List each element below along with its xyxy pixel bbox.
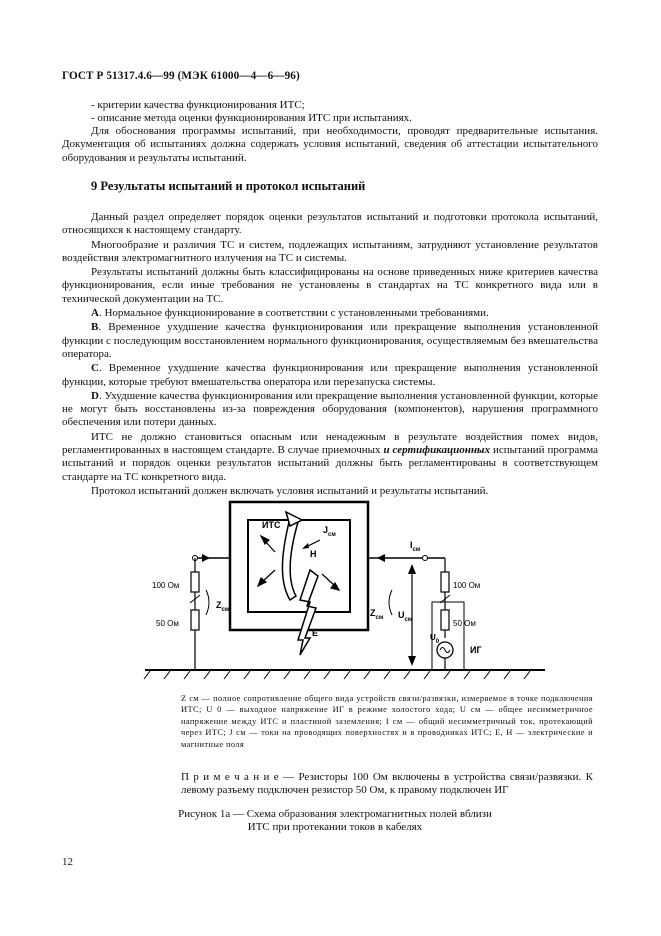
ground-hatching bbox=[144, 671, 530, 679]
ucm-label: $U_{см}$ bbox=[398, 610, 413, 623]
h-field-label: H bbox=[310, 549, 317, 559]
intro-block bbox=[91, 99, 598, 126]
intro-paragraph-block bbox=[62, 125, 598, 166]
left-50-ohm-resistor bbox=[191, 610, 199, 630]
icm-label: $I_{см}$ bbox=[410, 540, 421, 553]
note-label: П р и м е ч а н и е bbox=[181, 771, 279, 783]
left-100-ohm-resistor bbox=[191, 572, 199, 592]
section-p3: Результаты испытаний должны быть классифицированы на основе приведенных ниже критериев качества функционирования, если иные требования не установлены в стандартах на ТС конкретного вида или в технической документации на ТС. bbox=[62, 266, 598, 305]
figure-legend: Z см — полное сопротивление общего вида устройств связи/развязки, измеряемое в точке подключения ИТС; U 0 — выходное напряжение ИГ в режиме холостого хода; U см — общее несимметричное напряжение между ИТС и пластиной заземления; I см — общий несимметричный ток, протекающий через ИТС; J см — токи на проводящих поверхностях и в проводниках ИТС; Е, Н — электрические и магнитные поля bbox=[181, 694, 593, 749]
criterion-b-text: . Временное ухудшение качества функционирования или прекращение выполнения установленной функции с последующим восстановлением нормального функционирования, осуществляемым без вмешательства оператора. bbox=[62, 321, 598, 360]
jcm-label: $J_{см}$ bbox=[323, 525, 336, 538]
right-zcm-label: $Z_{см}$ bbox=[370, 608, 384, 621]
figure-caption-line-1: Рисунок 1а — Схема образования электромагнитных полей вблизи bbox=[178, 808, 492, 820]
criterion-a-text: . Нормальное функционирование в соответствии с установленными требованиями. bbox=[98, 307, 489, 320]
note-text: — Резисторы 100 Ом включены в устройства связи/развязки. К левому разъему подключен резистор 50 Ом, к правому подключен ИГ bbox=[181, 771, 593, 796]
criteria-item-1: - критерии качества функционирования ИТС; bbox=[91, 99, 305, 111]
section-p4-part1: ИТС не должно становиться опасным или ненадежным в результате воздействия помех видов, регламентированных в настоящем стандарте. В случае приемочных bbox=[62, 430, 598, 457]
figure-caption-line-2: ИТС при протекании токов в кабелях bbox=[247, 821, 423, 833]
section-p2: Многообразие и различия ТС и систем, подлежащих испытаниям, затрудняют установление результатов воздействия электромагнитного излучения на ТС и системы. bbox=[62, 238, 598, 264]
intro-paragraph: Для обоснования программы испытаний, при необходимости, проводят предварительные испытания. Документация об испытаниях должна содержать условия испытаний, сведения об аттестации испытательного оборудования и результаты испытаний. bbox=[62, 125, 598, 164]
criterion-d bbox=[62, 390, 598, 430]
criteria-item-2: - описание метода оценки функционирования ИТС при испытаниях. bbox=[91, 112, 412, 125]
page-number: 12 bbox=[62, 856, 73, 868]
criterion-b bbox=[62, 321, 598, 361]
section-p4 bbox=[62, 431, 598, 484]
left-zcm-label: $Z_{см}$ bbox=[216, 600, 230, 613]
u0-label: $U_0$ bbox=[430, 633, 440, 645]
criterion-b-letter: B bbox=[91, 321, 99, 334]
criterion-c-letter: C bbox=[91, 362, 99, 375]
criterion-c-text: . Временное ухудшение качества функционирования или прекращение выполнения установленной функции, которые требуют вмешательства оператора или перезапуска системы. bbox=[62, 362, 598, 388]
section-title: 9 Результаты испытаний и протокол испытаний bbox=[91, 179, 366, 193]
e-field-label: E bbox=[312, 628, 319, 638]
right-50-ohm-resistor bbox=[441, 610, 449, 630]
left-50-ohm-label: 50 Ом bbox=[156, 619, 179, 628]
criterion-d-text: . Ухудшение качества функционирования или прекращение выполнения установленной функции, которые не могут быть восстановлены из-за повреждения оборудования (компонентов), нарушения программного обеспечения или потери данных. bbox=[62, 389, 598, 429]
criterion-a bbox=[62, 307, 598, 320]
figure-caption bbox=[167, 808, 503, 834]
right-100-ohm-label: 100 Ом bbox=[453, 581, 481, 590]
criterion-a-letter: A bbox=[91, 307, 99, 320]
right-100-ohm-resistor bbox=[441, 572, 449, 592]
section-p4-part2: испытаний программа испытаний и порядок оценки результатов испытаний должны быть регламентированы в соответствующем стандарте на ТС конкретного вида. bbox=[62, 444, 598, 483]
left-100-ohm-label: 100 Ом bbox=[152, 581, 180, 590]
eut-label: ИТС bbox=[262, 520, 281, 530]
generator-label: ИГ bbox=[470, 645, 482, 655]
criterion-d-letter: D bbox=[91, 389, 99, 402]
standard-header: ГОСТ Р 51317.4.6—99 (МЭК 61000—4—6—96) bbox=[62, 70, 300, 82]
figure-note bbox=[181, 771, 593, 796]
right-50-ohm-label: 50 Ом bbox=[453, 619, 476, 628]
section-body bbox=[62, 211, 598, 499]
current-arrow-shape bbox=[282, 518, 298, 600]
coupling-diagram bbox=[140, 490, 550, 680]
section-p5: Протокол испытаний должен включать условия испытаний и результаты испытаний. bbox=[91, 484, 489, 497]
internal-field-arrows bbox=[258, 536, 339, 590]
criterion-c bbox=[62, 362, 598, 389]
section-p1: Данный раздел определяет порядок оценки результатов испытаний и подготовки протокола испытаний, относящихся к настоящему стандарту. bbox=[62, 211, 598, 237]
section-p4-italic: и сертификационных bbox=[383, 444, 491, 457]
